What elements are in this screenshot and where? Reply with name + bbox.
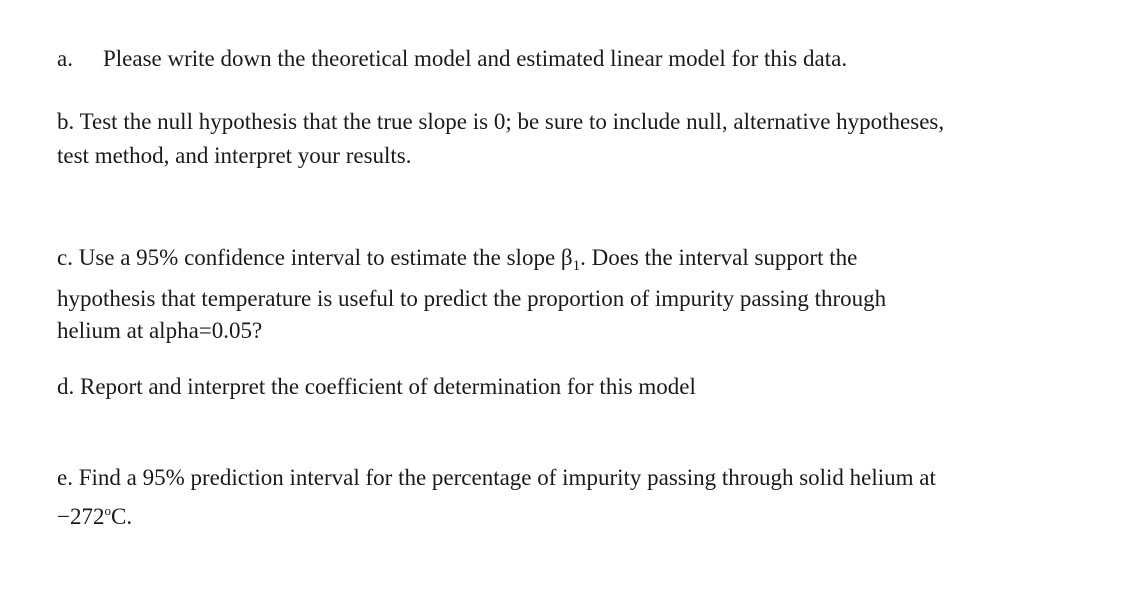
question-a-text: Please write down the theoretical model and estimated linear model for this data. <box>103 46 848 71</box>
question-e-line-1: e. Find a 95% prediction interval for the percentage of impurity passing through solid helium at <box>57 465 936 490</box>
question-d <box>57 370 1117 404</box>
question-c <box>57 241 1117 346</box>
temperature-unit: C. <box>110 504 133 529</box>
question-b-line-1: b. Test the null hypothesis that the true slope is 0; be sure to include null, alternative hypotheses, <box>57 109 945 134</box>
question-e <box>57 461 1117 537</box>
question-a <box>57 42 1117 76</box>
beta-subscript: 1 <box>572 258 581 274</box>
question-c-line-1-end: . Does the interval support the <box>580 245 858 270</box>
question-c-line-3: helium at alpha=0.05? <box>57 318 263 343</box>
question-d-text: d. Report and interpret the coefficient of determination for this model <box>57 374 696 399</box>
temperature-value: −272 <box>57 504 105 529</box>
question-c-line-1-start: c. Use a 95% confidence interval to estimate the slope β <box>57 245 573 270</box>
question-a-label: a. <box>57 46 73 71</box>
question-c-line-1 <box>57 241 1117 278</box>
degree-superscript: o <box>104 503 111 518</box>
question-b <box>57 105 1117 173</box>
question-b-line-2: test method, and interpret your results. <box>57 143 412 168</box>
question-e-line-2 <box>57 500 1117 537</box>
question-c-line-2: hypothesis that temperature is useful to predict the proportion of impurity passing through <box>57 286 887 311</box>
